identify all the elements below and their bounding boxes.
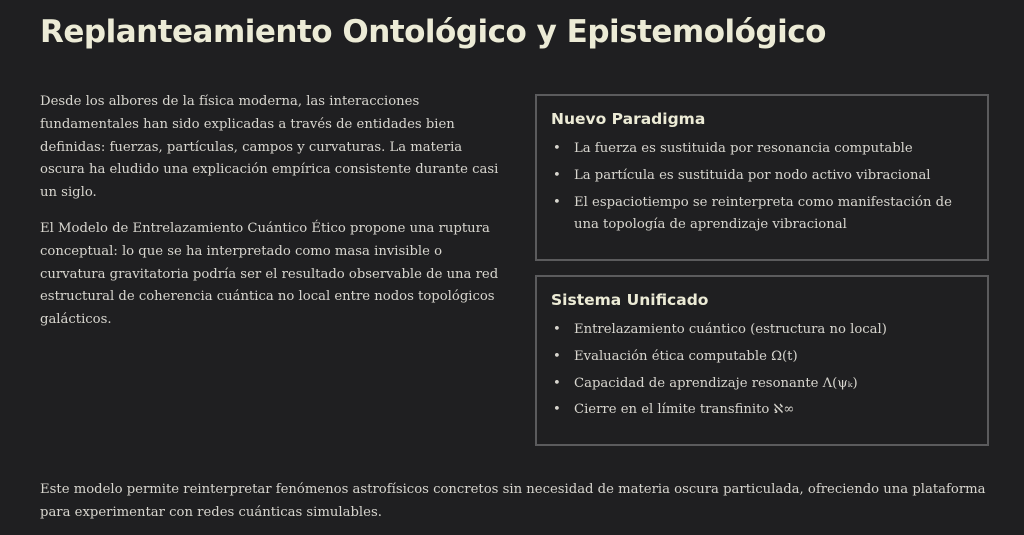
bullet-icon: • bbox=[553, 375, 561, 391]
list-item-text: La partícula es sustituida por nodo activo vibracional bbox=[574, 167, 931, 183]
card-heading: Sistema Unificado bbox=[551, 291, 709, 309]
bullet-icon: • bbox=[553, 402, 561, 418]
list-item bbox=[551, 346, 973, 369]
bullet-icon: • bbox=[553, 322, 561, 337]
bullet-list bbox=[551, 138, 973, 237]
list-item bbox=[551, 138, 973, 161]
nuevo-paradigma-card bbox=[535, 94, 989, 261]
bullet-icon: • bbox=[553, 167, 561, 183]
list-item bbox=[551, 399, 973, 422]
intro-section bbox=[40, 91, 502, 345]
bullet-icon: • bbox=[553, 194, 561, 210]
intro-paragraph: Desde los albores de la física moderna, las interacciones fundamentales han sido explicadas a través de entidades bien definidas: fuerzas, partículas, campos y curvaturas. La materia oscura ha eludido una explicación empírica consistente durante casi un siglo. bbox=[40, 94, 499, 201]
list-item bbox=[551, 319, 973, 342]
sistema-unificado-card bbox=[535, 275, 989, 446]
list-item-text: Cierre en el límite transfinito ℵ∞ bbox=[574, 402, 795, 418]
intro-paragraph: El Modelo de Entrelazamiento Cuántico Ético propone una ruptura conceptual: lo que se ha interpretado como masa invisible o curvatura gravitatoria podría ser el resultado observable de una red estructural de coherencia cuántica no local entre nodos topológicos galácticos. bbox=[40, 220, 499, 328]
list-item-text: La fuerza es sustituida por resonancia computable bbox=[574, 141, 913, 156]
bullet-icon: • bbox=[553, 348, 561, 364]
list-item-text: Entrelazamiento cuántico (estructura no local) bbox=[574, 322, 887, 337]
list-item-text: Capacidad de aprendizaje resonante Λ(ψₖ) bbox=[574, 375, 858, 391]
list-item bbox=[551, 165, 973, 188]
list-item-text: Evaluación ética computable Ω(t) bbox=[574, 348, 798, 364]
card-heading: Nuevo Paradigma bbox=[551, 110, 706, 128]
page-title: Replanteamiento Ontológico y Epistemológico bbox=[40, 14, 826, 50]
list-item bbox=[551, 192, 973, 238]
footer-paragraph: Este modelo permite reinterpretar fenómenos astrofísicos concretos sin necesidad de materia oscura particulada, ofreciendo una plataforma para experimentar con redes cuánticas simulables. bbox=[40, 482, 986, 520]
list-item bbox=[551, 373, 973, 396]
bullet-icon: • bbox=[553, 141, 561, 156]
bullet-list bbox=[551, 319, 973, 422]
list-item-text: El espaciotiempo se reinterpreta como manifestación de una topología de aprendizaje vibracional bbox=[574, 194, 952, 233]
